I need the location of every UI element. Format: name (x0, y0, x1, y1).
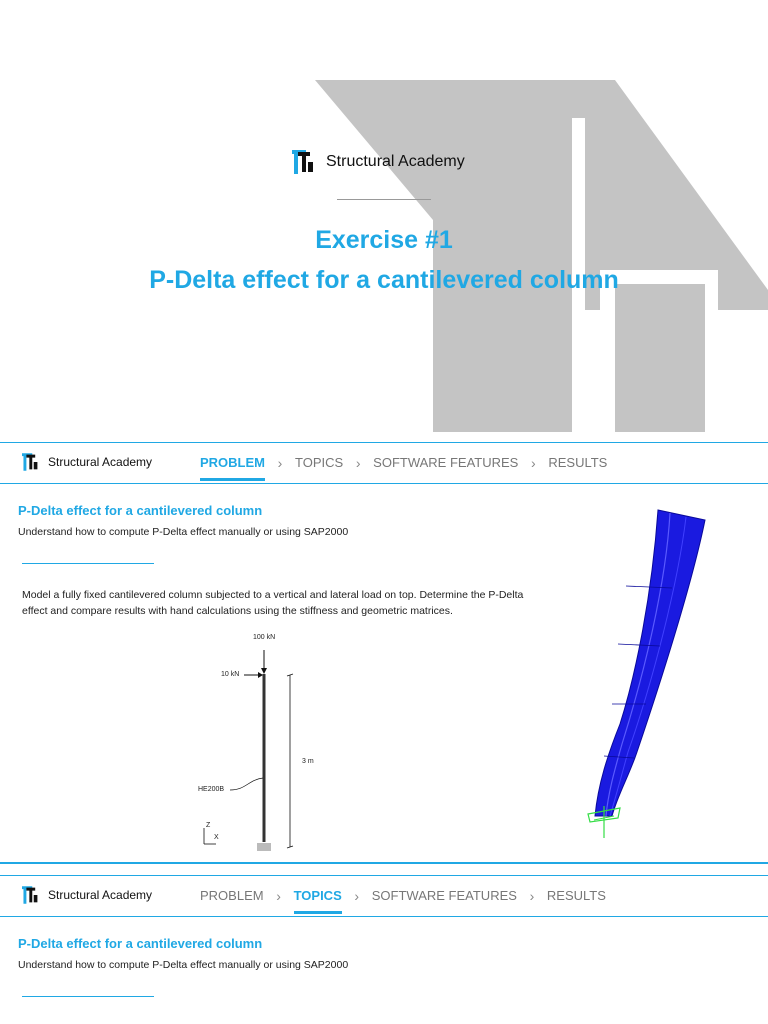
nav-tab-topics[interactable]: TOPICS (295, 455, 344, 470)
nav-tab-problem[interactable]: PROBLEM (200, 888, 264, 903)
nav-tab-software-features[interactable]: SOFTWARE FEATURES (371, 888, 517, 903)
chevron-right-icon: › (354, 888, 360, 904)
structural-academy-logo-icon (22, 453, 44, 471)
problem-nav (0, 442, 768, 484)
column-diagram (190, 630, 330, 855)
structural-academy-logo-icon (292, 150, 322, 174)
slide-divider (0, 862, 768, 864)
chevron-right-icon: › (276, 888, 281, 904)
chevron-right-icon: › (529, 888, 535, 904)
title-divider (337, 199, 431, 200)
problem-heading: P-Delta effect for a cantilevered column (18, 503, 263, 518)
nav-logo (22, 453, 152, 471)
problem-slide (0, 442, 768, 862)
chevron-right-icon: › (277, 455, 283, 471)
chevron-right-icon: › (531, 455, 536, 471)
nav-items (200, 443, 607, 483)
nav-tab-results[interactable]: RESULTS (548, 455, 608, 470)
problem-rule (22, 563, 154, 564)
vertical-load-label: 100 kN (253, 634, 276, 641)
height-label: 3 m (302, 758, 314, 765)
axis-x-label: X (214, 834, 219, 841)
topics-slide (0, 875, 768, 1024)
lateral-load-label: 10 kN (221, 671, 240, 678)
topics-nav (0, 875, 768, 917)
nav-logo-text: Structural Academy (48, 455, 153, 469)
deformed-column-3d (570, 504, 720, 849)
nav-logo (22, 886, 152, 904)
nav-tab-results[interactable]: RESULTS (546, 888, 606, 903)
title-logo-text: Structural Academy (326, 153, 465, 170)
topics-heading: P-Delta effect for a cantilevered column (18, 936, 263, 951)
topics-subheading: Understand how to compute P-Delta effect manually or using SAP2000 (18, 959, 349, 971)
title-line-2: P-Delta effect for a cantilevered column (149, 266, 619, 294)
chevron-right-icon: › (355, 455, 361, 471)
section-label: HE200B (198, 786, 225, 793)
structural-academy-logo-icon (22, 886, 44, 904)
nav-logo-text: Structural Academy (48, 888, 153, 902)
problem-subheading: Understand how to compute P-Delta effect manually or using SAP2000 (18, 526, 349, 538)
title-line-1: Exercise #1 (315, 226, 453, 254)
title-logo (292, 150, 465, 174)
nav-items (200, 876, 606, 916)
nav-tab-problem[interactable]: PROBLEM (200, 443, 265, 483)
nav-tab-topics[interactable]: TOPICS (294, 876, 342, 916)
problem-description: Model a fully fixed cantilevered column subjected to a vertical and lateral load on top. Determine the P-Delta effect and compare results with hand calculations using the stiffness and geometric matrices. (22, 589, 524, 617)
axis-z-label: Z (206, 822, 211, 829)
nav-tab-software-features[interactable]: SOFTWARE FEATURES (373, 455, 519, 470)
topics-rule (22, 996, 154, 997)
title-slide (0, 0, 768, 440)
building-graphic (0, 0, 768, 440)
